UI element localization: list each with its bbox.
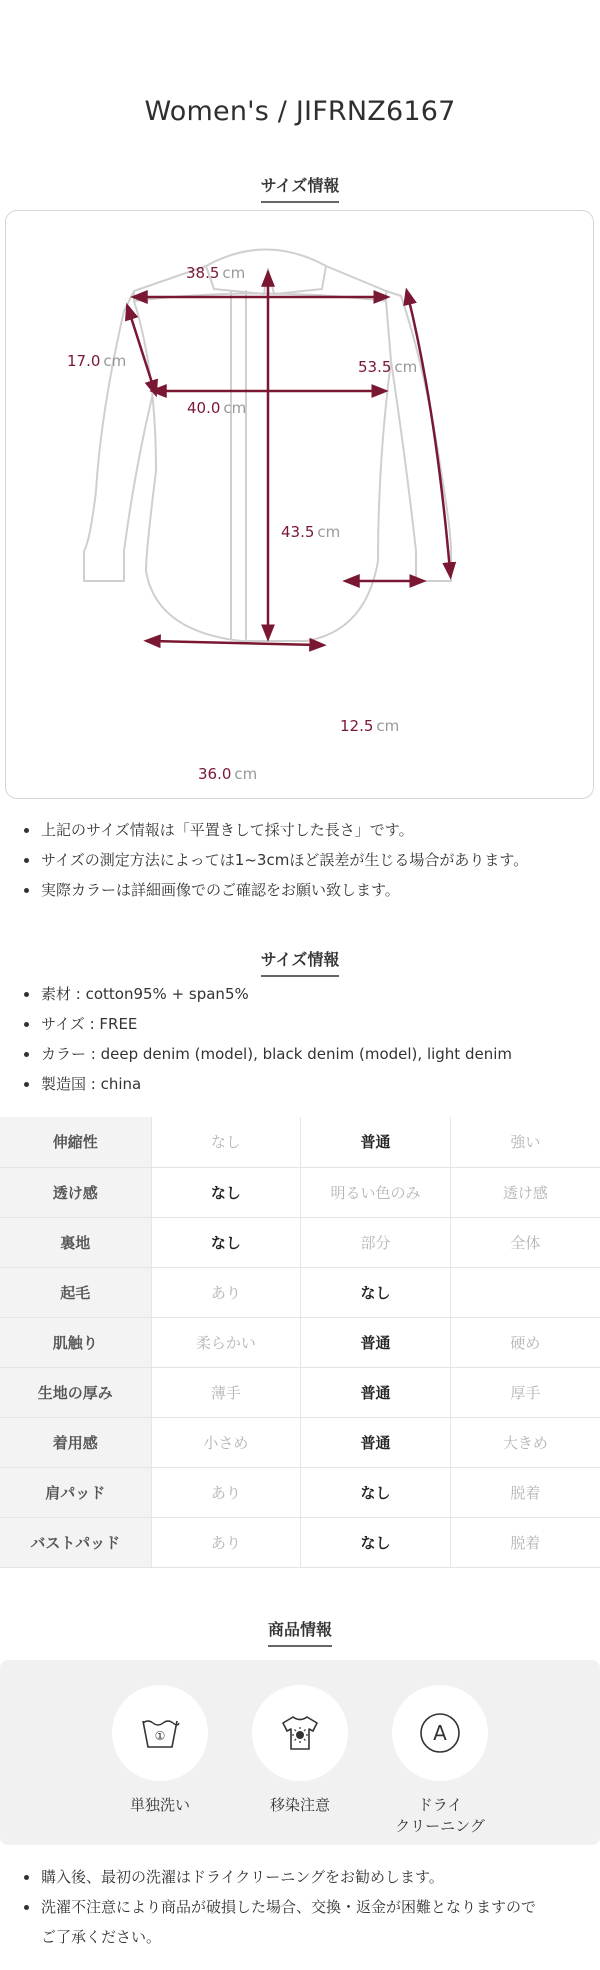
sleeve-measurement: 53.5 cm bbox=[358, 358, 418, 376]
table-row bbox=[0, 1417, 600, 1467]
size-info-heading: サイズ情報 bbox=[0, 173, 600, 203]
property-value-selected: 普通 bbox=[301, 1417, 451, 1467]
property-label: 起毛 bbox=[0, 1267, 151, 1317]
property-value-selected: なし bbox=[301, 1467, 451, 1517]
list-item: 素材 : cotton95% + span5% bbox=[20, 979, 590, 1009]
product-info-heading: 商品情報 bbox=[0, 1617, 600, 1647]
size-diagram bbox=[5, 210, 594, 799]
table-row bbox=[0, 1467, 600, 1517]
property-value-selected: なし bbox=[301, 1517, 451, 1567]
property-value: 柔らかい bbox=[151, 1317, 301, 1367]
table-row bbox=[0, 1267, 600, 1317]
property-label: バストパッド bbox=[0, 1517, 151, 1567]
care-label: 単独洗い bbox=[129, 1796, 190, 1814]
property-value-selected: 普通 bbox=[301, 1367, 451, 1417]
property-value: あり bbox=[151, 1517, 301, 1567]
table-row bbox=[0, 1167, 600, 1217]
property-value: 大きめ bbox=[450, 1417, 600, 1467]
property-value: 脱着 bbox=[450, 1467, 600, 1517]
product-notes bbox=[20, 1862, 590, 1952]
property-label: 着用感 bbox=[0, 1417, 151, 1467]
list-item: ご了承ください。 bbox=[41, 1928, 162, 1946]
list-item: カラー : deep denim (model), black denim (model), light denim bbox=[20, 1039, 590, 1069]
shirt-illustration bbox=[6, 211, 595, 800]
care-item-dye-transfer bbox=[245, 1685, 355, 1816]
property-value: 厚手 bbox=[450, 1367, 600, 1417]
table-row bbox=[0, 1517, 600, 1567]
property-label: 肩パッド bbox=[0, 1467, 151, 1517]
care-item-dry-clean bbox=[385, 1685, 495, 1837]
property-value-selected: 普通 bbox=[301, 1117, 451, 1167]
armhole-measurement: 17.0 cm bbox=[67, 352, 127, 370]
property-value-selected: 普通 bbox=[301, 1317, 451, 1367]
property-value: あり bbox=[151, 1467, 301, 1517]
property-label: 伸縮性 bbox=[0, 1117, 151, 1167]
property-value: 脱着 bbox=[450, 1517, 600, 1567]
property-value: 小さめ bbox=[151, 1417, 301, 1467]
property-value: 硬め bbox=[450, 1317, 600, 1367]
property-value: 透け感 bbox=[450, 1167, 600, 1217]
care-label: ドライ クリーニング bbox=[395, 1796, 485, 1835]
armhole-line bbox=[129, 311, 154, 389]
property-value: 薄手 bbox=[151, 1367, 301, 1417]
care-instructions bbox=[0, 1660, 600, 1845]
care-label: 移染注意 bbox=[269, 1796, 330, 1814]
wash-alone-icon bbox=[140, 1715, 180, 1751]
property-value-selected: なし bbox=[151, 1217, 301, 1267]
spec-heading: サイズ情報 bbox=[0, 947, 600, 977]
list-item: サイズの測定方法によっては1~3cmほど誤差が生じる場合があります。 bbox=[20, 845, 590, 875]
product-title: Women's / JIFRNZ6167 bbox=[144, 96, 456, 127]
length-measurement: 43.5 cm bbox=[281, 523, 341, 541]
cuff-measurement: 12.5 cm bbox=[340, 717, 400, 735]
property-label: 裏地 bbox=[0, 1217, 151, 1267]
care-item-wash-alone bbox=[105, 1685, 215, 1816]
property-value-selected: なし bbox=[301, 1267, 451, 1317]
list-item: サイズ : FREE bbox=[20, 1009, 590, 1039]
property-value-selected: なし bbox=[151, 1167, 301, 1217]
property-label: 肌触り bbox=[0, 1317, 151, 1367]
svg-text:①: ① bbox=[154, 1729, 166, 1743]
list-item: 上記のサイズ情報は「平置きして採寸した長さ」です。 bbox=[20, 815, 590, 845]
chest-measurement: 40.0 cm bbox=[187, 399, 247, 417]
property-label: 透け感 bbox=[0, 1167, 151, 1217]
table-row bbox=[0, 1217, 600, 1267]
property-value: 明るい色のみ bbox=[301, 1167, 451, 1217]
table-row bbox=[0, 1367, 600, 1417]
spec-list bbox=[20, 979, 590, 1099]
property-value: 全体 bbox=[450, 1217, 600, 1267]
shoulder-measurement: 38.5 cm bbox=[186, 264, 246, 282]
property-value: 部分 bbox=[301, 1217, 451, 1267]
property-label: 生地の厚み bbox=[0, 1367, 151, 1417]
dye-transfer-icon bbox=[279, 1713, 321, 1753]
hem-measurement: 36.0 cm bbox=[198, 765, 258, 783]
table-row bbox=[0, 1317, 600, 1367]
size-notes bbox=[20, 815, 590, 905]
properties-table bbox=[0, 1117, 600, 1568]
property-value bbox=[450, 1267, 600, 1317]
property-value: 強い bbox=[450, 1117, 600, 1167]
list-item: 製造国 : china bbox=[20, 1069, 590, 1099]
table-row bbox=[0, 1117, 600, 1167]
property-value: なし bbox=[151, 1117, 301, 1167]
list-item: 実際カラーは詳細画像でのご確認をお願い致します。 bbox=[20, 875, 590, 905]
dry-clean-icon bbox=[418, 1711, 462, 1755]
property-value: あり bbox=[151, 1267, 301, 1317]
list-item: 洗濯不注意により商品が破損した場合、交換・返金が困難となりますので bbox=[20, 1892, 590, 1922]
list-item: 購入後、最初の洗濯はドライクリーニングをお勧めします。 bbox=[20, 1862, 590, 1892]
svg-text:A: A bbox=[433, 1721, 447, 1745]
